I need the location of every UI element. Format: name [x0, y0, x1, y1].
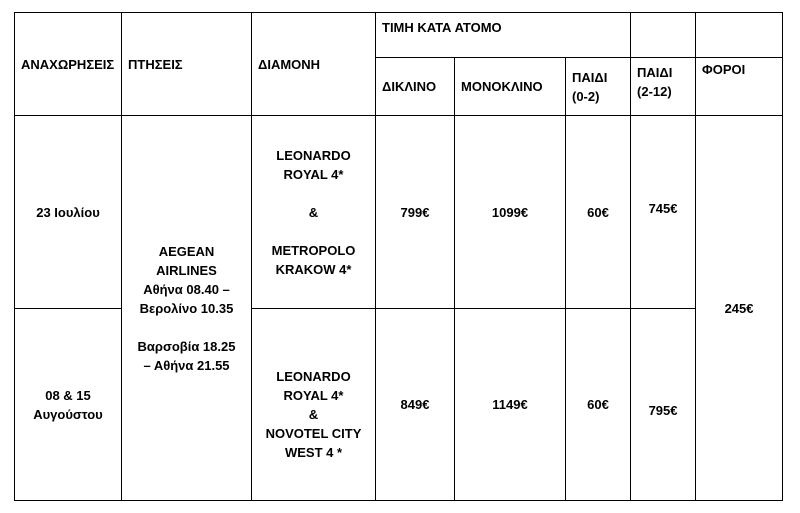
header-row-1 — [15, 13, 783, 58]
departure-date: 23 Ιουλίου — [36, 204, 100, 220]
hotel-1-line1: LEONARDO — [276, 369, 351, 384]
taxes-value: 245€ — [696, 116, 783, 501]
header-taxes: ΦΟΡΟΙ — [696, 58, 783, 116]
price-single: 1149€ — [455, 309, 566, 501]
airline-line2: AIRLINES — [156, 262, 217, 278]
header-child-2-12 — [631, 58, 696, 116]
airline-line1: AEGEAN — [158, 243, 215, 259]
header-blank-taxes — [696, 13, 783, 58]
price-double: 799€ — [376, 116, 455, 309]
hotel-1-line2: ROYAL 4* — [283, 388, 344, 403]
price-child-2-12: 745€ — [648, 200, 678, 216]
hotel-2-line1: METROPOLO — [271, 242, 356, 258]
price-child-2-12: 795€ — [648, 403, 678, 418]
hotel-1-line2: ROYAL 4* — [283, 166, 344, 182]
table-row — [15, 116, 783, 309]
price-child-2-12-cell — [631, 309, 696, 501]
header-child-0-2-line1: ΠΑΙΔΙ — [572, 69, 608, 85]
hotel-spacer — [252, 184, 375, 203]
flights-cell — [122, 116, 252, 501]
header-double: ΔΙΚΛΙΝΟ — [376, 58, 455, 116]
header-child-2-12-line2: (2-12) — [637, 84, 672, 99]
departure-date-cell — [15, 116, 122, 309]
hotel-spacer — [252, 222, 375, 241]
price-double: 849€ — [376, 309, 455, 501]
hotel-join: & — [308, 407, 319, 422]
hotel-1-line1: LEONARDO — [276, 147, 351, 163]
hotel-join: & — [308, 204, 319, 220]
hotel-cell — [252, 116, 376, 309]
departure-date-cell — [15, 309, 122, 501]
header-child-0-2 — [566, 58, 631, 116]
return-line1: Βαρσοβία 18.25 — [137, 338, 236, 354]
return-line2: – Αθήνα 21.55 — [143, 357, 230, 373]
hotel-cell — [252, 309, 376, 501]
pricing-table — [14, 12, 783, 501]
flights-spacer — [122, 318, 251, 337]
header-accommodation: ΔΙΑΜΟΝΗ — [252, 13, 376, 116]
header-price-per-person: ΤΙΜΗ ΚΑΤΑ ΑΤΟΜΟ — [376, 13, 631, 58]
hotel-2-line2: KRAKOW 4* — [275, 261, 352, 277]
header-blank-child — [631, 13, 696, 58]
header-flights: ΠΤΗΣΕΙΣ — [122, 13, 252, 116]
hotel-2-line2: WEST 4 * — [284, 445, 343, 460]
price-child-0-2: 60€ — [566, 116, 631, 309]
departure-date-line2: Αυγούστου — [33, 406, 103, 422]
header-child-0-2-line2: (0-2) — [572, 88, 600, 104]
header-departures: ΑΝΑΧΩΡΗΣΕΙΣ — [15, 13, 122, 116]
outbound-line2: Βερολίνο 10.35 — [139, 300, 234, 316]
price-child-0-2: 60€ — [566, 309, 631, 501]
hotel-2-line1: NOVOTEL CITY — [265, 426, 362, 441]
price-child-2-12-cell — [631, 116, 696, 309]
departure-date-line1: 08 & 15 — [45, 387, 91, 403]
price-single: 1099€ — [455, 116, 566, 309]
header-child-2-12-line1: ΠΑΙΔΙ — [637, 65, 673, 80]
outbound-line1: Αθήνα 08.40 – — [143, 281, 230, 297]
header-single: ΜΟΝΟΚΛΙΝΟ — [455, 58, 566, 116]
